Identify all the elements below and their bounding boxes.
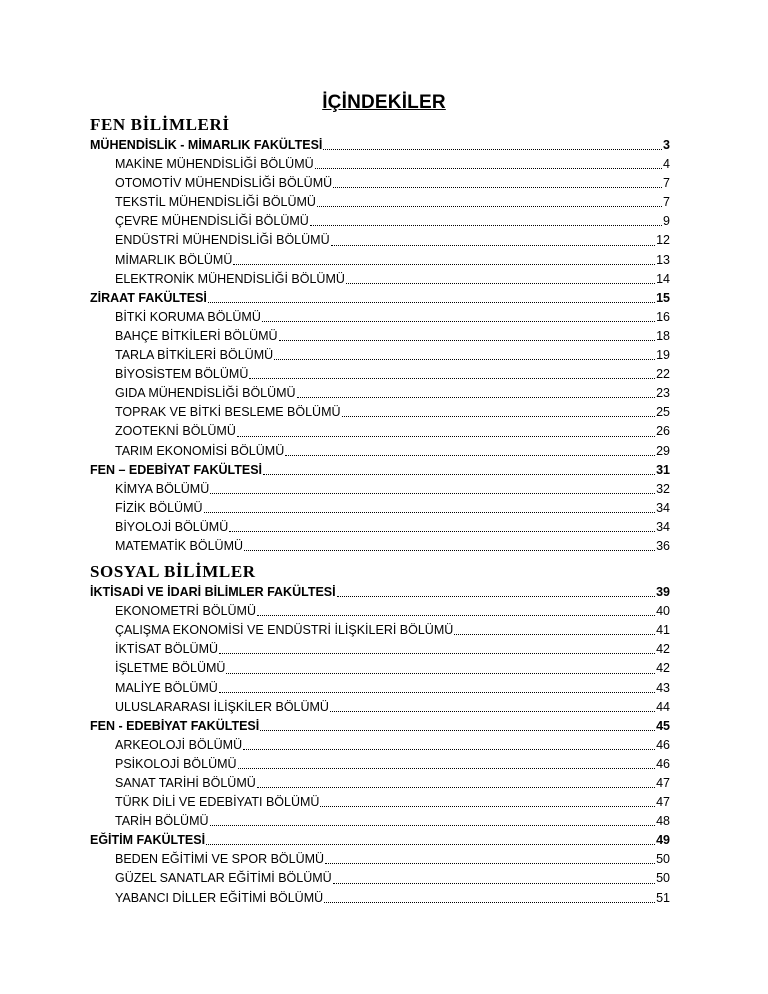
toc-department-entry[interactable] [90,679,670,698]
toc-page-number: 23 [656,386,670,401]
toc-page-number: 32 [656,481,670,496]
section-heading: SOSYAL BİLİMLER [90,562,256,582]
toc-entry-label: OTOMOTİV MÜHENDİSLİĞİ BÖLÜMÜ [115,176,333,191]
toc-faculty-entry[interactable] [90,289,670,308]
toc-entry-label: PSİKOLOJİ BÖLÜMÜ [115,756,237,771]
toc-page-number: 18 [656,328,670,343]
dot-leader [274,359,655,360]
dot-leader [324,902,655,903]
toc-department-entry[interactable] [90,869,670,888]
dot-leader [244,550,655,551]
toc-department-entry[interactable] [90,889,670,908]
toc-entry-label: ELEKTRONİK MÜHENDİSLİĞİ BÖLÜMÜ [115,271,345,286]
page-title: İÇİNDEKİLER [322,92,446,113]
toc-department-entry[interactable] [90,499,670,518]
toc-page-number: 47 [656,776,670,790]
dot-leader [260,730,655,731]
toc-page-number: 46 [656,737,670,752]
toc-page-number: 39 [656,585,670,600]
dot-leader [219,653,655,654]
dot-leader [337,596,655,597]
toc-page-number: 16 [656,309,670,324]
toc-page-number: 31 [656,462,670,477]
toc-page-number: 34 [656,519,670,534]
dot-leader [333,883,655,884]
toc-entry-label: EKONOMETRİ BÖLÜMÜ [115,604,256,619]
dot-leader [238,768,656,769]
toc-department-entry[interactable] [90,774,670,793]
toc-page-number: 13 [656,252,670,267]
toc-entry-label: SANAT TARİHİ BÖLÜMÜ [115,776,256,790]
dot-leader [317,206,662,207]
toc-entry-label: BİTKİ KORUMA BÖLÜMÜ [115,309,261,324]
toc-entry-label: BİYOSİSTEM BÖLÜMÜ [115,367,249,382]
toc-entry-label: ZİRAAT FAKÜLTESİ [90,290,207,305]
toc-department-entry[interactable] [90,174,670,193]
toc-department-entry[interactable] [90,308,670,327]
section-heading: FEN BİLİMLERİ [90,115,230,134]
toc-page-number: 43 [656,680,670,695]
toc-department-entry[interactable] [90,621,670,640]
toc-department-entry[interactable] [90,251,670,270]
toc-entry-label: TARİH BÖLÜMÜ [115,814,209,829]
toc-entry-label: MATEMATİK BÖLÜMÜ [115,538,244,553]
toc-entry-label: TARIM EKONOMİSİ BÖLÜMÜ [115,443,285,458]
dot-leader [204,512,656,513]
dot-leader [325,863,655,864]
toc-department-entry[interactable] [90,640,670,659]
toc-entry-label: EĞİTİM FAKÜLTESİ [90,833,206,848]
dot-leader [333,187,662,188]
toc-entry-label: TÜRK DİLİ VE EDEBİYATI BÖLÜMÜ [115,795,320,810]
toc-department-entry[interactable] [90,537,670,556]
toc-page-number: 14 [656,271,670,286]
dot-leader [219,692,655,693]
toc-entry-label: ENDÜSTRİ MÜHENDİSLİĞİ BÖLÜMÜ [115,233,330,248]
toc-entry-label: BAHÇE BİTKİLERİ BÖLÜMÜ [115,328,278,343]
toc-page-number: 48 [656,814,670,829]
toc-page-number: 50 [656,871,670,886]
toc-entry-label: GIDA MÜHENDİSLİĞİ BÖLÜMÜ [115,386,296,401]
toc-entry-label: İŞLETME BÖLÜMÜ [115,661,226,676]
toc-department-entry[interactable] [90,327,670,346]
toc-entry-label: TOPRAK VE BİTKİ BESLEME BÖLÜMÜ [115,405,341,420]
toc-department-entry[interactable] [90,659,670,678]
dot-leader [208,302,655,303]
dot-leader [257,787,655,788]
toc-entry-label: İKTİSAT BÖLÜMÜ [115,642,219,657]
dot-leader [229,531,655,532]
dot-leader [226,673,655,674]
toc-faculty-entry[interactable] [90,831,670,850]
toc-department-entry[interactable] [90,480,670,499]
toc-department-entry[interactable] [90,270,670,289]
dot-leader [285,455,655,456]
toc-entry-label: İKTİSADİ VE İDARİ BİLİMLER FAKÜLTESİ [90,585,336,600]
toc-department-entry[interactable] [90,384,670,403]
toc-entry-label: ARKEOLOJİ BÖLÜMÜ [115,737,243,752]
toc-page-number: 47 [656,795,670,810]
toc-faculty-entry[interactable] [90,136,670,155]
toc-entry-label: MALİYE BÖLÜMÜ [115,680,218,695]
toc-page-number: 34 [656,500,670,515]
toc-page-number: 25 [656,405,670,420]
toc-page-number: 40 [656,604,670,619]
toc-entry-label: MÜHENDİSLİK - MİMARLIK FAKÜLTESİ [90,138,323,152]
toc-department-entry[interactable] [90,442,670,461]
toc-entry-label: TARLA BİTKİLERİ BÖLÜMÜ [115,348,274,363]
toc-page-number: 51 [656,890,670,905]
dot-leader [331,245,655,246]
toc-department-entry[interactable] [90,518,670,537]
toc-department-entry[interactable] [90,212,670,231]
dot-leader [320,806,655,807]
toc-page-number: 3 [663,138,670,152]
toc-page-number: 46 [656,756,670,771]
toc-page-number: 45 [656,718,670,733]
toc-page-number: 9 [663,214,670,229]
toc-page-number: 7 [663,195,670,210]
table-of-contents [90,114,670,908]
toc-department-entry[interactable] [90,193,670,212]
toc-entry-label: ZOOTEKNİ BÖLÜMÜ [115,424,236,439]
toc-department-entry[interactable] [90,602,670,621]
toc-page-number: 42 [656,642,670,657]
toc-page-number: 49 [656,833,670,848]
toc-department-entry[interactable] [90,793,670,812]
toc-department-entry[interactable] [90,698,670,717]
toc-department-entry[interactable] [90,850,670,869]
toc-faculty-entry[interactable] [90,717,670,736]
toc-department-entry[interactable] [90,736,670,755]
toc-department-entry[interactable] [90,231,670,250]
toc-faculty-entry[interactable] [90,461,670,480]
toc-entry-label: MAKİNE MÜHENDİSLİĞİ BÖLÜMÜ [115,157,314,172]
dot-leader [243,749,655,750]
dot-leader [454,634,655,635]
toc-entry-label: BİYOLOJİ BÖLÜMÜ [115,519,229,534]
toc-page-number: 19 [656,348,670,363]
toc-entry-label: ULUSLARARASI İLİŞKİLER BÖLÜMÜ [115,699,329,714]
toc-page-number: 29 [656,443,670,458]
toc-department-entry[interactable] [90,812,670,831]
dot-leader [249,378,655,379]
dot-leader [237,436,655,437]
dot-leader [262,321,655,322]
toc-entry-label: KİMYA BÖLÜMÜ [115,481,210,496]
dot-leader [206,844,655,845]
toc-entry-label: FİZİK BÖLÜMÜ [115,500,203,515]
toc-entry-label: BEDEN EĞİTİMİ VE SPOR BÖLÜMÜ [115,852,325,867]
dot-leader [279,340,656,341]
toc-faculty-entry[interactable] [90,583,670,602]
toc-department-entry[interactable] [90,422,670,441]
toc-entry-label: FEN - EDEBİYAT FAKÜLTESİ [90,718,260,733]
dot-leader [310,225,662,226]
toc-entry-label: MİMARLIK BÖLÜMÜ [115,252,233,267]
toc-department-entry[interactable] [90,755,670,774]
toc-page-number: 7 [663,176,670,191]
toc-entry-label: YABANCI DİLLER EĞİTİMİ BÖLÜMÜ [115,890,324,905]
toc-page-number: 4 [663,157,670,172]
toc-page-number: 15 [656,290,670,305]
dot-leader [297,397,656,398]
toc-page-number: 42 [656,661,670,676]
dot-leader [263,474,655,475]
dot-leader [233,264,655,265]
toc-department-entry[interactable] [90,403,670,422]
toc-department-entry[interactable] [90,155,670,174]
dot-leader [210,493,655,494]
toc-entry-label: GÜZEL SANATLAR EĞİTİMİ BÖLÜMÜ [115,871,332,886]
dot-leader [315,168,662,169]
dot-leader [342,416,656,417]
dot-leader [210,825,656,826]
toc-department-entry[interactable] [90,365,670,384]
toc-page-number: 26 [656,424,670,439]
dot-leader [257,615,655,616]
toc-page-number: 44 [656,699,670,714]
toc-entry-label: TEKSTİL MÜHENDİSLİĞİ BÖLÜMÜ [115,195,316,210]
dot-leader [323,149,662,150]
toc-page-number: 12 [656,233,670,248]
toc-entry-label: FEN – EDEBİYAT FAKÜLTESİ [90,462,263,477]
dot-leader [346,283,655,284]
toc-page-number: 22 [656,367,670,382]
toc-department-entry[interactable] [90,346,670,365]
toc-page-number: 36 [656,538,670,553]
toc-entry-label: ÇALIŞMA EKONOMİSİ VE ENDÜSTRİ İLİŞKİLERİ BÖLÜMÜ [115,623,454,638]
toc-entry-label: ÇEVRE MÜHENDİSLİĞİ BÖLÜMÜ [115,214,309,229]
toc-page-number: 41 [656,623,670,638]
toc-page-number: 50 [656,852,670,867]
dot-leader [330,711,655,712]
